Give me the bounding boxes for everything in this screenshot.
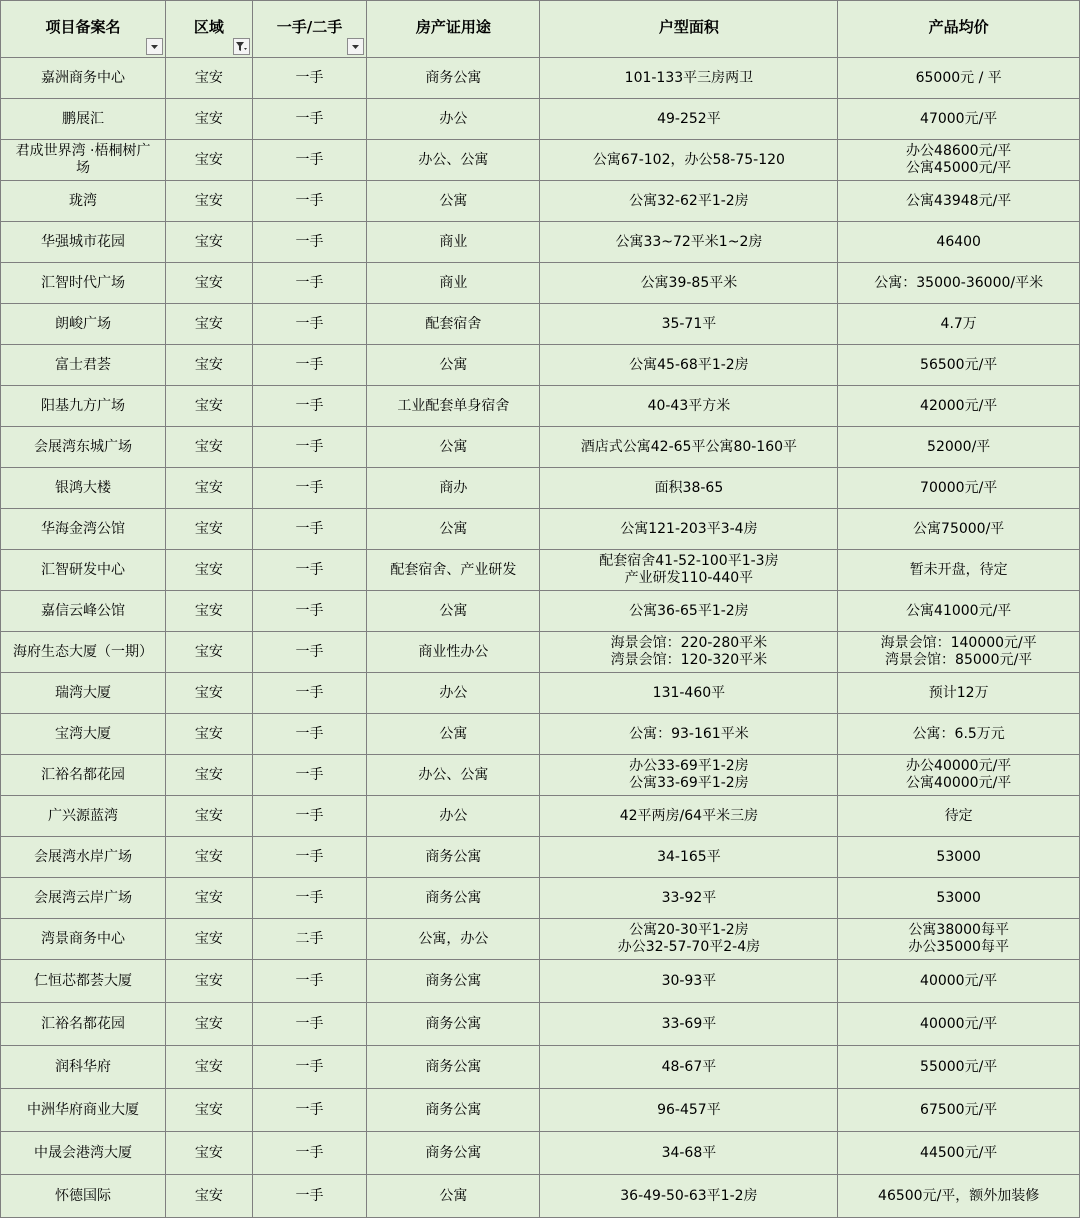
- cell-hand[interactable]: 一手: [252, 468, 367, 509]
- cell-price[interactable]: 47000元/平: [838, 99, 1080, 140]
- cell-hand[interactable]: 一手: [252, 222, 367, 263]
- cell-area[interactable]: 海景会馆：220-280平米 湾景会馆：120-320平米: [540, 632, 838, 673]
- chevron-down-icon: [351, 44, 360, 50]
- cell-hand[interactable]: 一手: [252, 1003, 367, 1046]
- cell-price[interactable]: 52000/平: [838, 427, 1080, 468]
- cell-price[interactable]: 67500元/平: [838, 1089, 1080, 1132]
- table-row: [1, 58, 1080, 99]
- filter-funnel-icon: [235, 41, 248, 52]
- cell-usage[interactable]: 办公、公寓: [367, 755, 540, 796]
- cell-project-name[interactable]: 汇裕名都花园: [1, 755, 166, 796]
- cell-project-name[interactable]: 富士君荟: [1, 345, 166, 386]
- cell-region[interactable]: 宝安: [166, 263, 253, 304]
- header-label: 项目备案名: [45, 17, 121, 36]
- table-row: [1, 1046, 1080, 1089]
- cell-project-name[interactable]: 湾景商务中心: [1, 919, 166, 960]
- cell-hand[interactable]: 一手: [252, 386, 367, 427]
- cell-region[interactable]: 宝安: [166, 386, 253, 427]
- cell-usage[interactable]: 商务公寓: [367, 1132, 540, 1175]
- filter-dropdown-button[interactable]: [347, 38, 364, 55]
- filter-dropdown-button[interactable]: [146, 38, 163, 55]
- table-row: [1, 919, 1080, 960]
- header-hand: [252, 1, 367, 58]
- cell-price[interactable]: 暂未开盘，待定: [838, 550, 1080, 591]
- header-label: 区域: [193, 17, 224, 36]
- cell-area[interactable]: 33-69平: [540, 1003, 838, 1046]
- cell-region[interactable]: 宝安: [166, 1175, 253, 1218]
- cell-price[interactable]: 40000元/平: [838, 960, 1080, 1003]
- table-row: [1, 550, 1080, 591]
- cell-usage[interactable]: 公寓，办公: [367, 919, 540, 960]
- cell-area[interactable]: 101-133平三房两卫: [540, 58, 838, 99]
- cell-price[interactable]: 公寓38000每平 办公35000每平: [838, 919, 1080, 960]
- cell-area[interactable]: 49-252平: [540, 99, 838, 140]
- cell-hand[interactable]: 一手: [252, 427, 367, 468]
- cell-region[interactable]: 宝安: [166, 1089, 253, 1132]
- cell-project-name[interactable]: 会展湾东城广场: [1, 427, 166, 468]
- cell-usage[interactable]: 商务公寓: [367, 1003, 540, 1046]
- cell-area[interactable]: 公寓36-65平1-2房: [540, 591, 838, 632]
- cell-region[interactable]: 宝安: [166, 1003, 253, 1046]
- table-row: [1, 632, 1080, 673]
- cell-project-name[interactable]: 华强城市花园: [1, 222, 166, 263]
- cell-price[interactable]: 46400: [838, 222, 1080, 263]
- cell-price[interactable]: 公寓75000/平: [838, 509, 1080, 550]
- table-row: [1, 468, 1080, 509]
- cell-price[interactable]: 待定: [838, 796, 1080, 837]
- cell-region[interactable]: 宝安: [166, 1046, 253, 1089]
- cell-price[interactable]: 65000元 / 平: [838, 58, 1080, 99]
- cell-region[interactable]: 宝安: [166, 140, 253, 181]
- cell-usage[interactable]: 商业: [367, 222, 540, 263]
- cell-hand[interactable]: 一手: [252, 181, 367, 222]
- cell-usage[interactable]: 商务公寓: [367, 878, 540, 919]
- cell-area[interactable]: 34-68平: [540, 1132, 838, 1175]
- header-project-name: [1, 1, 166, 58]
- cell-region[interactable]: 宝安: [166, 755, 253, 796]
- cell-hand[interactable]: 一手: [252, 1175, 367, 1218]
- cell-region[interactable]: 宝安: [166, 673, 253, 714]
- cell-hand[interactable]: 一手: [252, 58, 367, 99]
- table-row: [1, 755, 1080, 796]
- header-label: 户型面积: [658, 17, 719, 36]
- cell-area[interactable]: 42平两房/64平米三房: [540, 796, 838, 837]
- header-label: 房产证用途: [415, 17, 491, 36]
- cell-usage[interactable]: 公寓: [367, 427, 540, 468]
- cell-usage[interactable]: 办公: [367, 673, 540, 714]
- cell-project-name[interactable]: 银鸿大楼: [1, 468, 166, 509]
- cell-region[interactable]: 宝安: [166, 181, 253, 222]
- cell-region[interactable]: 宝安: [166, 1132, 253, 1175]
- cell-price[interactable]: 46500元/平，额外加装修: [838, 1175, 1080, 1218]
- cell-project-name[interactable]: 鹏展汇: [1, 99, 166, 140]
- cell-area[interactable]: 33-92平: [540, 878, 838, 919]
- cell-region[interactable]: 宝安: [166, 58, 253, 99]
- cell-project-name[interactable]: 海府生态大厦（一期）: [1, 632, 166, 673]
- cell-area[interactable]: 公寓39-85平米: [540, 263, 838, 304]
- table-row: [1, 509, 1080, 550]
- table-row: [1, 140, 1080, 181]
- cell-area[interactable]: 公寓：93-161平米: [540, 714, 838, 755]
- table-row: [1, 960, 1080, 1003]
- cell-usage[interactable]: 公寓: [367, 509, 540, 550]
- cell-project-name[interactable]: 汇智时代广场: [1, 263, 166, 304]
- cell-area[interactable]: 办公33-69平1-2房 公寓33-69平1-2房: [540, 755, 838, 796]
- cell-usage[interactable]: 公寓: [367, 714, 540, 755]
- cell-usage[interactable]: 商务公寓: [367, 1046, 540, 1089]
- cell-region[interactable]: 宝安: [166, 919, 253, 960]
- cell-project-name[interactable]: 珑湾: [1, 181, 166, 222]
- cell-usage[interactable]: 公寓: [367, 345, 540, 386]
- cell-hand[interactable]: 一手: [252, 304, 367, 345]
- cell-hand[interactable]: 一手: [252, 878, 367, 919]
- cell-price[interactable]: 公寓：35000-36000/平米: [838, 263, 1080, 304]
- cell-hand[interactable]: 一手: [252, 263, 367, 304]
- cell-project-name[interactable]: 广兴源蓝湾: [1, 796, 166, 837]
- cell-price[interactable]: 53000: [838, 837, 1080, 878]
- cell-usage[interactable]: 配套宿舍: [367, 304, 540, 345]
- cell-usage[interactable]: 公寓: [367, 1175, 540, 1218]
- cell-project-name[interactable]: 润科华府: [1, 1046, 166, 1089]
- cell-usage[interactable]: 办公、公寓: [367, 140, 540, 181]
- table-row: [1, 99, 1080, 140]
- cell-area[interactable]: 40-43平方米: [540, 386, 838, 427]
- cell-price[interactable]: 40000元/平: [838, 1003, 1080, 1046]
- cell-hand[interactable]: 二手: [252, 919, 367, 960]
- cell-project-name[interactable]: 嘉信云峰公馆: [1, 591, 166, 632]
- cell-hand[interactable]: 一手: [252, 1089, 367, 1132]
- cell-project-name[interactable]: 华海金湾公馆: [1, 509, 166, 550]
- table-row: [1, 386, 1080, 427]
- table-row: [1, 878, 1080, 919]
- cell-project-name[interactable]: 怀德国际: [1, 1175, 166, 1218]
- table-row: [1, 1132, 1080, 1175]
- cell-area[interactable]: 面积38-65: [540, 468, 838, 509]
- cell-region[interactable]: 宝安: [166, 345, 253, 386]
- cell-hand[interactable]: 一手: [252, 1132, 367, 1175]
- cell-usage[interactable]: 商业性办公: [367, 632, 540, 673]
- header-label: 一手/二手: [276, 17, 343, 36]
- cell-area[interactable]: 公寓121-203平3-4房: [540, 509, 838, 550]
- cell-price[interactable]: 办公48600元/平 公寓45000元/平: [838, 140, 1080, 181]
- cell-hand[interactable]: 一手: [252, 509, 367, 550]
- cell-usage[interactable]: 办公: [367, 796, 540, 837]
- cell-project-name[interactable]: 君成世界湾 ·梧桐树广 场: [1, 140, 166, 181]
- cell-price[interactable]: 海景会馆：140000元/平 湾景会馆：85000元/平: [838, 632, 1080, 673]
- cell-region[interactable]: 宝安: [166, 99, 253, 140]
- cell-usage[interactable]: 公寓: [367, 181, 540, 222]
- cell-region[interactable]: 宝安: [166, 960, 253, 1003]
- table-row: [1, 837, 1080, 878]
- cell-price[interactable]: 70000元/平: [838, 468, 1080, 509]
- header-price: [838, 1, 1080, 58]
- cell-project-name[interactable]: 中晟会港湾大厦: [1, 1132, 166, 1175]
- cell-region[interactable]: 宝安: [166, 878, 253, 919]
- table-row: [1, 673, 1080, 714]
- cell-region[interactable]: 宝安: [166, 222, 253, 263]
- cell-region[interactable]: 宝安: [166, 509, 253, 550]
- cell-region[interactable]: 宝安: [166, 427, 253, 468]
- cell-area[interactable]: 公寓20-30平1-2房 办公32-57-70平2-4房: [540, 919, 838, 960]
- cell-area[interactable]: 35-71平: [540, 304, 838, 345]
- header-label: 产品均价: [928, 17, 989, 36]
- cell-region[interactable]: 宝安: [166, 591, 253, 632]
- cell-region[interactable]: 宝安: [166, 304, 253, 345]
- cell-hand[interactable]: 一手: [252, 960, 367, 1003]
- cell-price[interactable]: 4.7万: [838, 304, 1080, 345]
- cell-price[interactable]: 55000元/平: [838, 1046, 1080, 1089]
- table-row: [1, 263, 1080, 304]
- cell-hand[interactable]: 一手: [252, 345, 367, 386]
- cell-area[interactable]: 配套宿舍41-52-100平1-3房 产业研发110-440平: [540, 550, 838, 591]
- cell-hand[interactable]: 一手: [252, 755, 367, 796]
- header-area: [540, 1, 838, 58]
- cell-area[interactable]: 131-460平: [540, 673, 838, 714]
- cell-project-name[interactable]: 阳基九方广场: [1, 386, 166, 427]
- cell-hand[interactable]: 一手: [252, 796, 367, 837]
- cell-project-name[interactable]: 朗峻广场: [1, 304, 166, 345]
- cell-hand[interactable]: 一手: [252, 714, 367, 755]
- cell-usage[interactable]: 商务公寓: [367, 58, 540, 99]
- cell-hand[interactable]: 一手: [252, 837, 367, 878]
- cell-usage[interactable]: 商办: [367, 468, 540, 509]
- table-row: [1, 1089, 1080, 1132]
- cell-area[interactable]: 酒店式公寓42-65平公寓80-160平: [540, 427, 838, 468]
- cell-hand[interactable]: 一手: [252, 550, 367, 591]
- cell-area[interactable]: 公寓67-102，办公58-75-120: [540, 140, 838, 181]
- table-row: [1, 222, 1080, 263]
- cell-price[interactable]: 公寓41000元/平: [838, 591, 1080, 632]
- cell-hand[interactable]: 一手: [252, 673, 367, 714]
- cell-price[interactable]: 56500元/平: [838, 345, 1080, 386]
- header-usage: [367, 1, 540, 58]
- cell-usage[interactable]: 商务公寓: [367, 960, 540, 1003]
- cell-price[interactable]: 预计12万: [838, 673, 1080, 714]
- cell-usage[interactable]: 配套宿舍、产业研发: [367, 550, 540, 591]
- cell-hand[interactable]: 一手: [252, 99, 367, 140]
- cell-project-name[interactable]: 汇裕名都花园: [1, 1003, 166, 1046]
- cell-price[interactable]: 42000元/平: [838, 386, 1080, 427]
- filter-active-button[interactable]: [233, 38, 250, 55]
- cell-area[interactable]: 96-457平: [540, 1089, 838, 1132]
- cell-project-name[interactable]: 仁恒芯都荟大厦: [1, 960, 166, 1003]
- cell-region[interactable]: 宝安: [166, 550, 253, 591]
- cell-project-name[interactable]: 中洲华府商业大厦: [1, 1089, 166, 1132]
- cell-price[interactable]: 公寓43948元/平: [838, 181, 1080, 222]
- cell-usage[interactable]: 公寓: [367, 591, 540, 632]
- cell-region[interactable]: 宝安: [166, 796, 253, 837]
- cell-region[interactable]: 宝安: [166, 714, 253, 755]
- cell-usage[interactable]: 工业配套单身宿舍: [367, 386, 540, 427]
- cell-usage[interactable]: 办公: [367, 99, 540, 140]
- table-row: [1, 1175, 1080, 1218]
- table-row: [1, 345, 1080, 386]
- cell-region[interactable]: 宝安: [166, 468, 253, 509]
- cell-hand[interactable]: 一手: [252, 1046, 367, 1089]
- cell-usage[interactable]: 商务公寓: [367, 1089, 540, 1132]
- cell-region[interactable]: 宝安: [166, 837, 253, 878]
- cell-project-name[interactable]: 会展湾水岸广场: [1, 837, 166, 878]
- cell-project-name[interactable]: 嘉洲商务中心: [1, 58, 166, 99]
- table-row: [1, 796, 1080, 837]
- table-row: [1, 591, 1080, 632]
- table-row: [1, 304, 1080, 345]
- header-region: [166, 1, 253, 58]
- cell-area[interactable]: 公寓32-62平1-2房: [540, 181, 838, 222]
- cell-project-name[interactable]: 会展湾云岸广场: [1, 878, 166, 919]
- cell-project-name[interactable]: 宝湾大厦: [1, 714, 166, 755]
- chevron-down-icon: [150, 44, 159, 50]
- cell-hand[interactable]: 一手: [252, 140, 367, 181]
- cell-area[interactable]: 公寓33~72平米1~2房: [540, 222, 838, 263]
- table-row: [1, 181, 1080, 222]
- header-row: [1, 1, 1080, 58]
- cell-usage[interactable]: 商务公寓: [367, 837, 540, 878]
- table-row: [1, 1003, 1080, 1046]
- cell-price[interactable]: 办公40000元/平 公寓40000元/平: [838, 755, 1080, 796]
- table-body: [1, 58, 1080, 1218]
- cell-project-name[interactable]: 汇智研发中心: [1, 550, 166, 591]
- cell-area[interactable]: 公寓45-68平1-2房: [540, 345, 838, 386]
- cell-price[interactable]: 公寓：6.5万元: [838, 714, 1080, 755]
- cell-usage[interactable]: 商业: [367, 263, 540, 304]
- cell-project-name[interactable]: 瑞湾大厦: [1, 673, 166, 714]
- cell-area[interactable]: 36-49-50-63平1-2房: [540, 1175, 838, 1218]
- cell-region[interactable]: 宝安: [166, 632, 253, 673]
- cell-area[interactable]: 30-93平: [540, 960, 838, 1003]
- cell-price[interactable]: 53000: [838, 878, 1080, 919]
- table-row: [1, 427, 1080, 468]
- cell-price[interactable]: 44500元/平: [838, 1132, 1080, 1175]
- cell-hand[interactable]: 一手: [252, 632, 367, 673]
- table-row: [1, 714, 1080, 755]
- cell-area[interactable]: 48-67平: [540, 1046, 838, 1089]
- cell-hand[interactable]: 一手: [252, 591, 367, 632]
- cell-area[interactable]: 34-165平: [540, 837, 838, 878]
